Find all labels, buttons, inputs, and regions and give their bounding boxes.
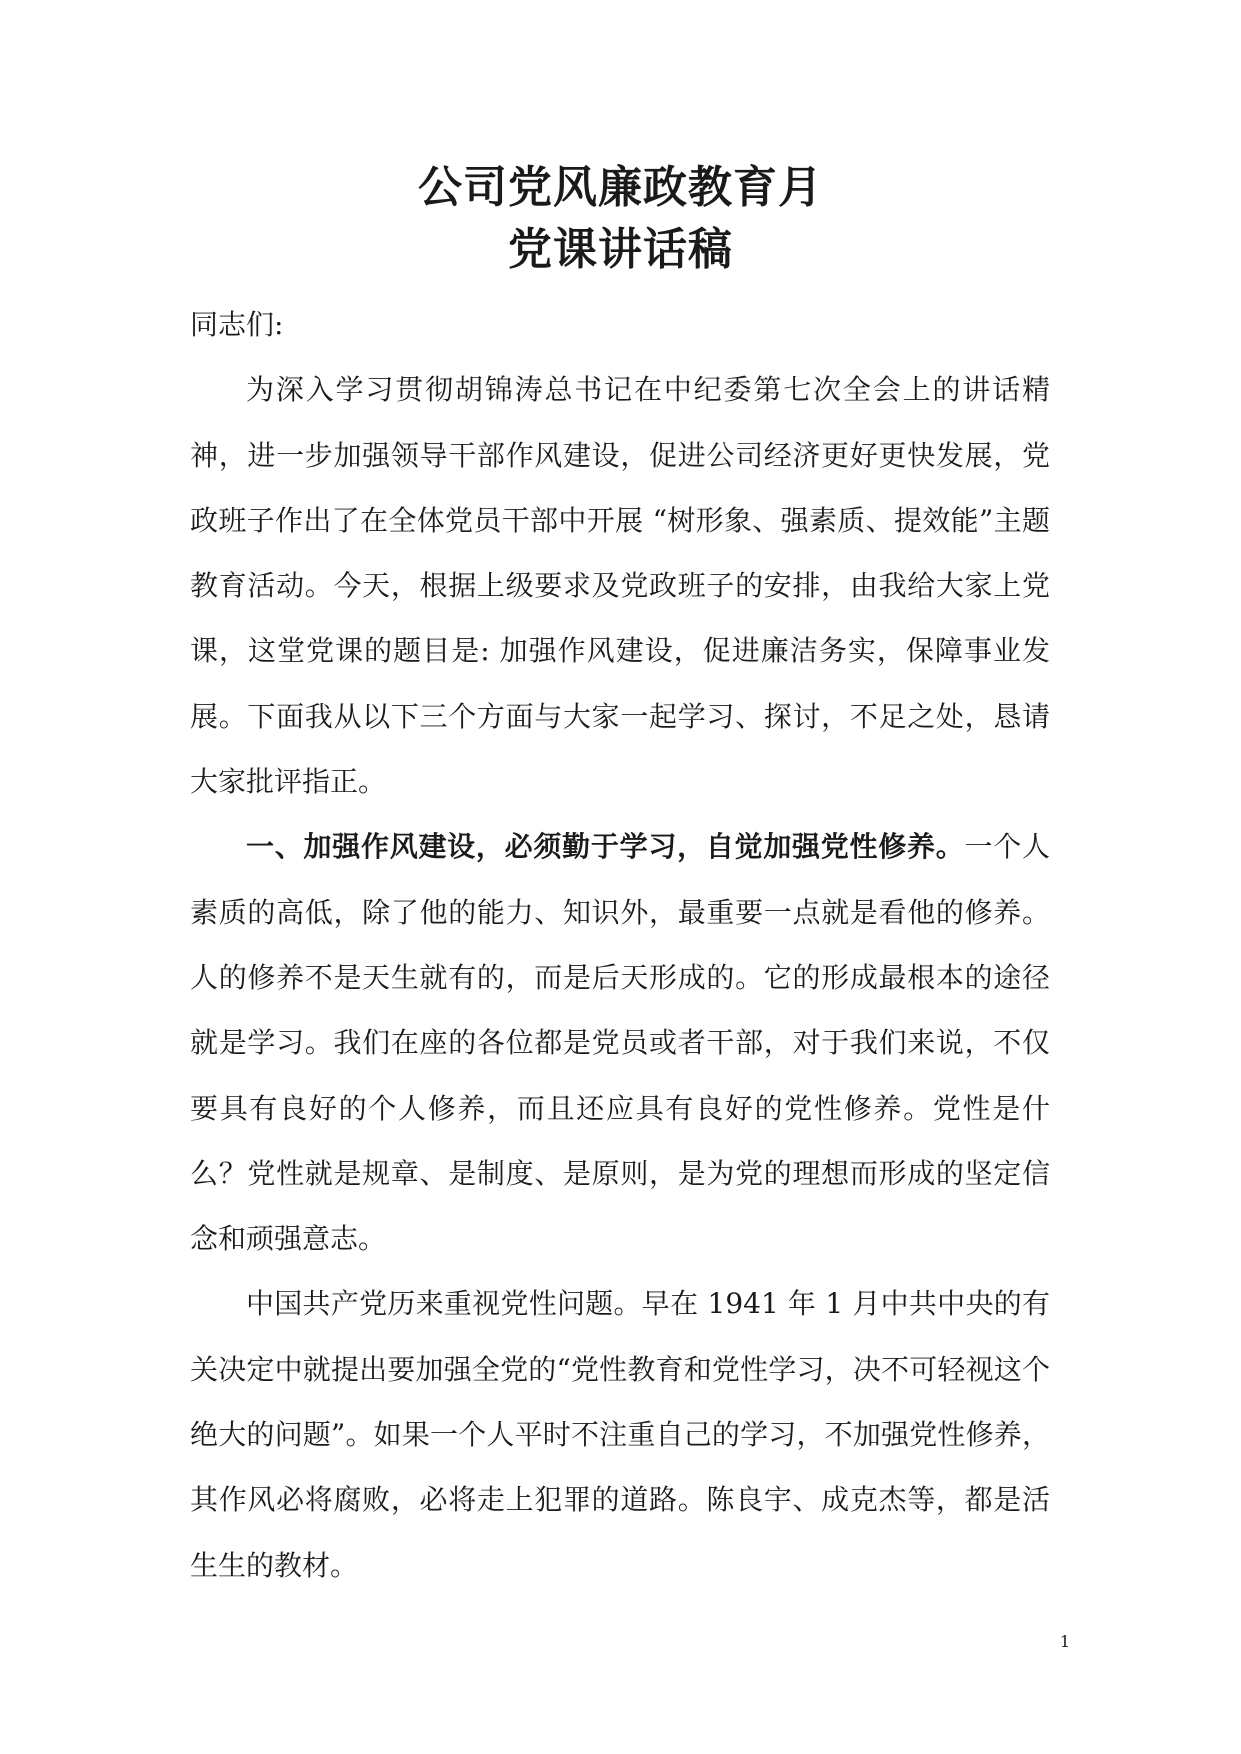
paragraph-2 [190,814,1050,1271]
document-body [190,292,1050,1598]
salutation: 同志们: [190,308,284,341]
document-title-line2: 党课讲话稿 [508,224,733,275]
document-title-line1: 公司党风廉政教育月 [418,162,823,213]
paragraph-text: 中国共产党历来重视党性问题。早在 1941 年 1 月中共中央的有关决定中就提出要加强全党的“党性教育和党性学习，决不可轻视这个绝大的问题”。如果一个人平时不注重自己的学习，不加强党性修养，其作风必将腐败，必将走上犯罪的道路。陈良宇、成克杰等，都是活生生的教材。 [190,1287,1050,1582]
paragraph-text: 一个人素质的高低，除了他的能力、知识外，最重要一点就是看他的修养。人的修养不是天生就有的，而是后天形成的。它的形成最根本的途径就是学习。我们在座的各位都是党员或者干部，对于我们来说，不仅要具有良好的个人修养，而且还应具有良好的党性修养。党性是什么？党性就是规章、是制度、是原则，是为党的理想而形成的坚定信念和顽强意志。 [190,830,1050,1256]
paragraph-heading: 一、加强作风建设，必须勤于学习，自觉加强党性修养。 [246,830,965,864]
page-number: 1 [1059,1632,1070,1651]
paragraph-1 [190,357,1050,814]
paragraph-text: 为深入学习贯彻胡锦涛总书记在中纪委第七次全会上的讲话精神，进一步加强领导干部作风建设，促进公司经济更好更快发展，党政班子作出了在全体党员干部中开展 “树形象、强素质、提效能”主题教育活动。今天，根据上级要求及党政班子的安排，由我给大家上党课，这堂党课的题目是: 加强作风建设，促进廉洁务实，保障事业发展。下面我从以下三个方面与大家一起学习、探讨，不足之处，恳请大家批评指正。 [190,373,1050,799]
paragraph-3 [190,1271,1050,1597]
